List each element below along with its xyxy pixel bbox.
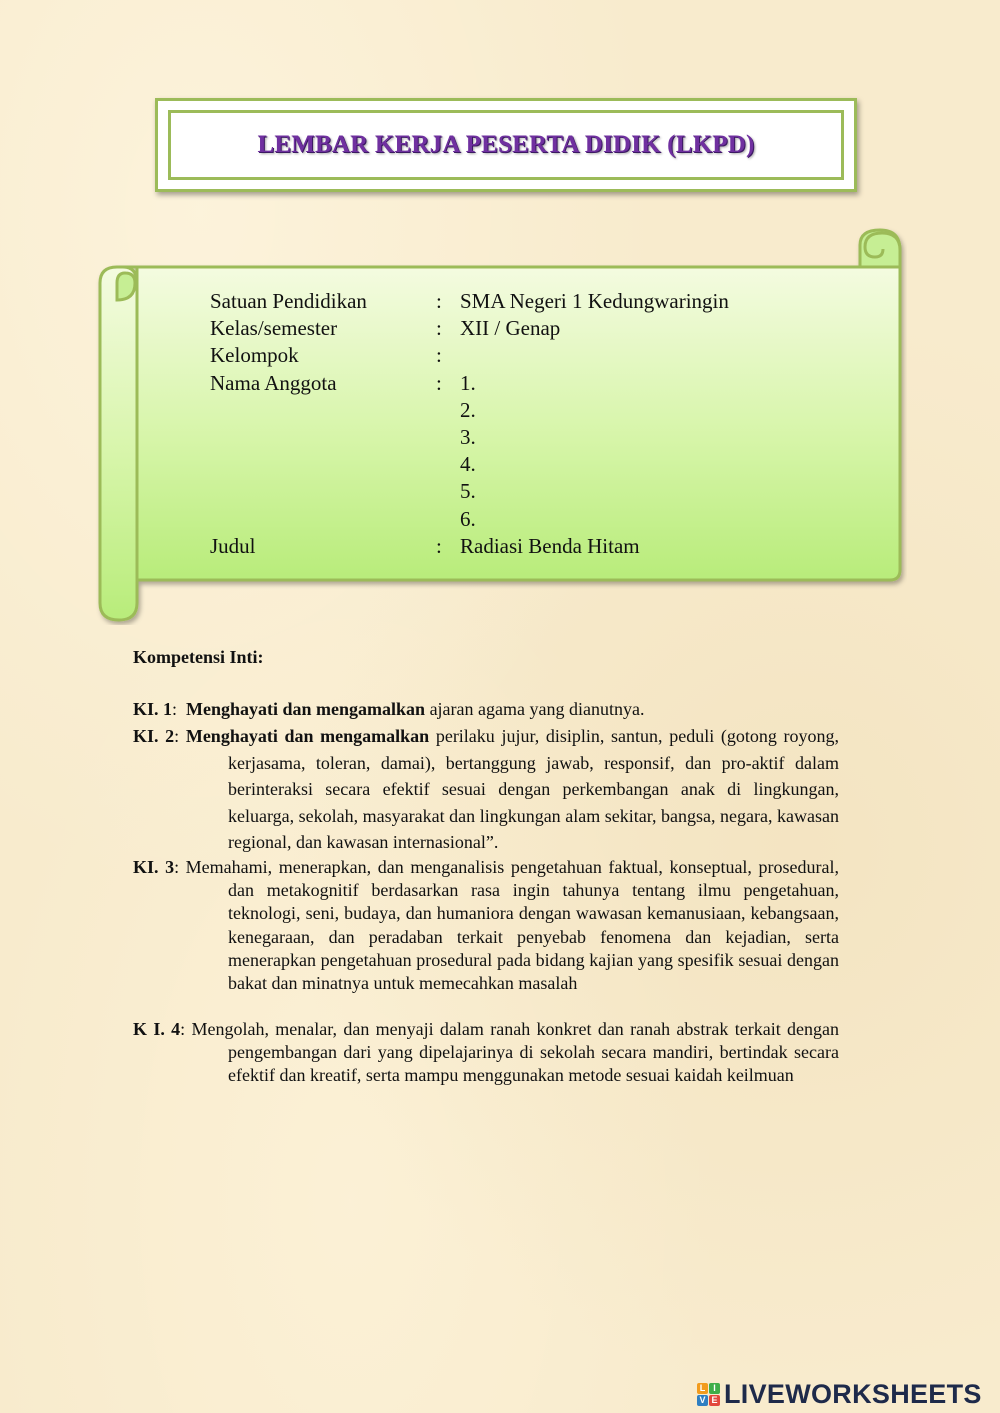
title-inner-frame: [168, 110, 844, 180]
info-row: [210, 451, 729, 478]
info-colon: :: [436, 289, 442, 313]
info-row: [210, 370, 729, 397]
info-value: SMA Negeri 1 Kedungwaringin: [460, 289, 729, 313]
ki1-bold-text: Menghayati dan mengamalkan: [186, 699, 426, 719]
info-colon: :: [436, 343, 442, 368]
ki4-separator: :: [180, 1019, 192, 1039]
ki3-separator: :: [174, 857, 186, 877]
ki2-text: perilaku jujur, disiplin, santun, peduli (gotong royong, kerjasama, toleran, damai), bertanggung jawab, responsif, dan pro-aktif dalam berinteraksi secara efektif sesuai dengan perkembangan anak di lingkungan, keluarga, sekolah, masyarakat dan lingkungan alam sekitar, bangsa, negara, kawasan regional, dan kawasan internasional”.: [228, 726, 839, 852]
info-colon: :: [436, 533, 442, 558]
ki2-label: KI. 2: [133, 726, 175, 746]
logo-mark-icon: [697, 1383, 720, 1406]
competency-ki1: [133, 697, 839, 721]
logo-letter: I: [709, 1383, 720, 1394]
ki2-separator: :: [174, 726, 186, 746]
info-colon: [436, 424, 460, 451]
info-table: [210, 288, 729, 560]
info-row: [210, 342, 729, 369]
logo-letter: V: [697, 1395, 708, 1406]
info-label: [210, 397, 436, 424]
info-colon: [436, 506, 460, 533]
info-value: 3.: [460, 424, 476, 449]
info-value: 2.: [460, 397, 476, 422]
ki3-label: KI. 3: [133, 857, 175, 877]
liveworksheets-logo: [697, 1379, 982, 1410]
ki3-text: Memahami, menerapkan, dan menganalisis pengetahuan faktual, konseptual, prosedural, dan metakognitif berdasarkan rasa ingin tahunya tentang ilmu pengetahuan, teknologi, seni, budaya, dan humaniora dengan wawasan kemanusiaan, kebangsaan, kenegaraan, dan peradaban terkait penyebab fenomena dan kejadian, serta menerapkan pengetahuan prosedural pada bidang kajian yang spesifik sesuai dengan bakat dan minatnya untuk memecahkan masalah: [185, 857, 839, 994]
info-label: Nama Anggota: [210, 370, 337, 395]
info-value: 4.: [460, 452, 476, 477]
info-row: [210, 315, 729, 342]
info-colon: :: [436, 316, 442, 341]
ki4-text: Mengolah, menalar, dan menyaji dalam ranah konkret dan ranah abstrak terkait dengan pengembangan dari yang dipelajarinya di sekolah secara mandiri, bertindak secara efektif dan kreatif, serta mampu menggunakan metode sesuai kaidah keilmuan: [191, 1019, 839, 1086]
info-label: [210, 451, 436, 478]
info-row: [210, 397, 729, 424]
info-value: 6.: [460, 506, 476, 531]
title-box: [155, 98, 857, 192]
info-label: [210, 478, 436, 505]
info-label: Satuan Pendidikan: [210, 289, 367, 313]
ki1-label: KI. 1: [133, 699, 173, 719]
ki2-bold-text: Menghayati dan mengamalkan: [185, 726, 430, 746]
info-colon: [436, 478, 460, 505]
info-value: Radiasi Benda Hitam: [460, 533, 640, 558]
info-row: [210, 288, 729, 315]
info-value: 5.: [460, 479, 476, 504]
info-label: Kelompok: [210, 343, 299, 368]
logo-letter: E: [709, 1395, 720, 1406]
competency-ki4: [133, 1018, 839, 1088]
competency-ki3: [133, 856, 839, 995]
info-row: [210, 424, 729, 451]
ki1-separator: :: [172, 699, 187, 719]
competency-heading: Kompetensi Inti:: [133, 647, 264, 667]
competency-ki2: [133, 723, 839, 856]
info-value: 1.: [460, 370, 476, 395]
info-colon: [436, 397, 460, 424]
info-value: XII / Genap: [460, 316, 561, 341]
info-colon: [436, 451, 460, 478]
info-row: [210, 478, 729, 505]
info-label: [210, 424, 436, 451]
info-label: Kelas/semester: [210, 316, 338, 341]
ki4-label: K I. 4: [133, 1019, 181, 1039]
logo-letter: L: [697, 1383, 708, 1394]
info-row: [210, 533, 729, 560]
info-label: [210, 506, 436, 533]
ki1-text: ajaran agama yang dianutnya.: [425, 699, 645, 719]
page-title: LEMBAR KERJA PESERTA DIDIK (LKPD): [257, 131, 755, 158]
logo-text: LIVEWORKSHEETS: [724, 1379, 982, 1409]
info-colon: :: [436, 370, 442, 395]
info-label: Judul: [210, 533, 256, 558]
info-row: [210, 506, 729, 533]
